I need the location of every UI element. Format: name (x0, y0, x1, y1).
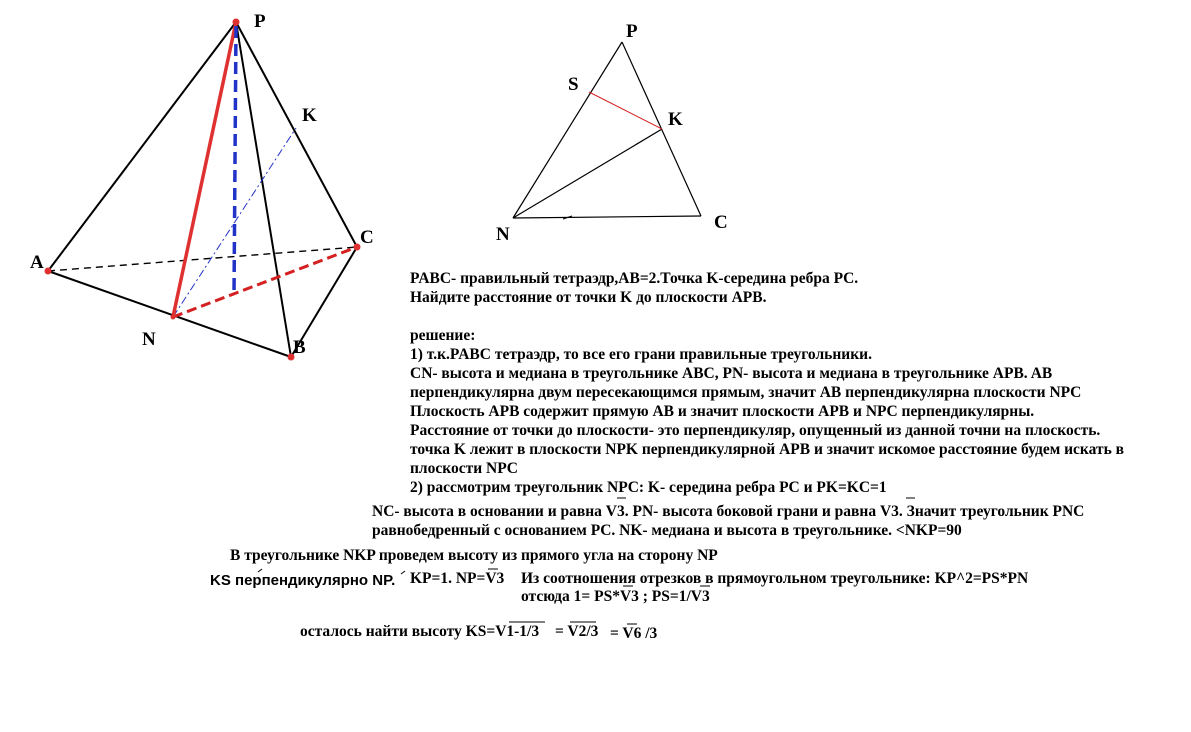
label-k: K (302, 105, 317, 126)
point-p (233, 19, 240, 26)
text-line-9: точка K лежит в плоскости NPK перпендикулярной APB и значит искомое расстояние будем искать в (410, 441, 1125, 458)
text-solution-heading: решение: (410, 327, 476, 344)
label-p: P (254, 11, 266, 32)
edge-ab (48, 271, 291, 357)
segment-nk-2 (513, 129, 662, 218)
label-c: C (360, 227, 374, 248)
label-s2: S (568, 74, 579, 95)
text-line-17a: осталось найти высоту KS=V1-1/3 (300, 623, 540, 640)
point-n (171, 315, 176, 320)
segment-nc (173, 247, 357, 317)
text-line-8: Расстояние от точки до плоскости- это перпендикуляр, опущенный из данной точни на плоскость. (410, 422, 1101, 439)
text-line-5: CN- высота и медиана в треугольнике ABC, PN- высота и медиана в треугольнике APB. AB (410, 365, 1053, 382)
tetrahedron (30, 11, 374, 361)
text-problem-1: PABC- правильный тетраэдр,AB=2.Точка K-середина ребра PC. (410, 270, 859, 287)
text-problem-2: Найдите расстояние от точки K до плоскости APB. (410, 289, 767, 306)
text-line-17b: = V2/3 (555, 623, 599, 640)
side-pn (513, 42, 622, 218)
text-line-6: перпендикулярна двум пересекающимся прямым, значит AB перпендикулярна плоскости NPC (410, 384, 1082, 401)
text-line-7: Плоскость APB содержит прямую AB и значит плоскости APB и NPC перпендикулярны. (410, 403, 1035, 420)
text-line-14: В треугольнике NKP проведем высоту из прямого угла на сторону NP (230, 547, 718, 564)
segment-pn (173, 22, 236, 317)
label-a: A (30, 252, 44, 273)
text-line-12: NC- высота в основании и равна V3. PN- высота боковой грани и равна V3. Значит треугольник PNC (372, 503, 1085, 520)
text-line-10: плоскости NPC (410, 460, 518, 477)
text-step-1: 1) т.к.PABC тетраэдр, то все его грани правильные треугольники. (410, 346, 872, 363)
text-line-16: отсюда 1= PS*V3 ; PS=1/V3 (521, 588, 710, 605)
text-line-17c: = V6 /3 (610, 625, 658, 642)
label-n2: N (496, 224, 510, 245)
edge-ac-hidden (48, 247, 357, 271)
text-step-2: 2) рассмотрим треугольник NPC: K- середина ребра PC и PK=KC=1 (410, 479, 887, 496)
text-line-15a: KS перпендикулярно NP. (210, 572, 396, 589)
label-c2: C (714, 212, 728, 233)
label-k2: K (668, 109, 683, 130)
height-po (234, 26, 236, 296)
segment-ks (589, 92, 662, 129)
label-b: B (293, 337, 306, 358)
text-line-15b: KP=1. NP=V3 (410, 570, 505, 587)
text-line-13: равнобедренный с основанием PC. NK- медиана и высота в треугольнике. <NKP=90 (372, 522, 962, 539)
label-p2: P (626, 21, 638, 42)
side-nc (513, 216, 701, 218)
text-line-15c: Из соотношения отрезков в прямоугольном треугольнике: KP^2=PS*PN (521, 570, 1029, 587)
triangle-npc (496, 21, 728, 245)
label-n: N (142, 329, 156, 350)
point-a (45, 268, 52, 275)
